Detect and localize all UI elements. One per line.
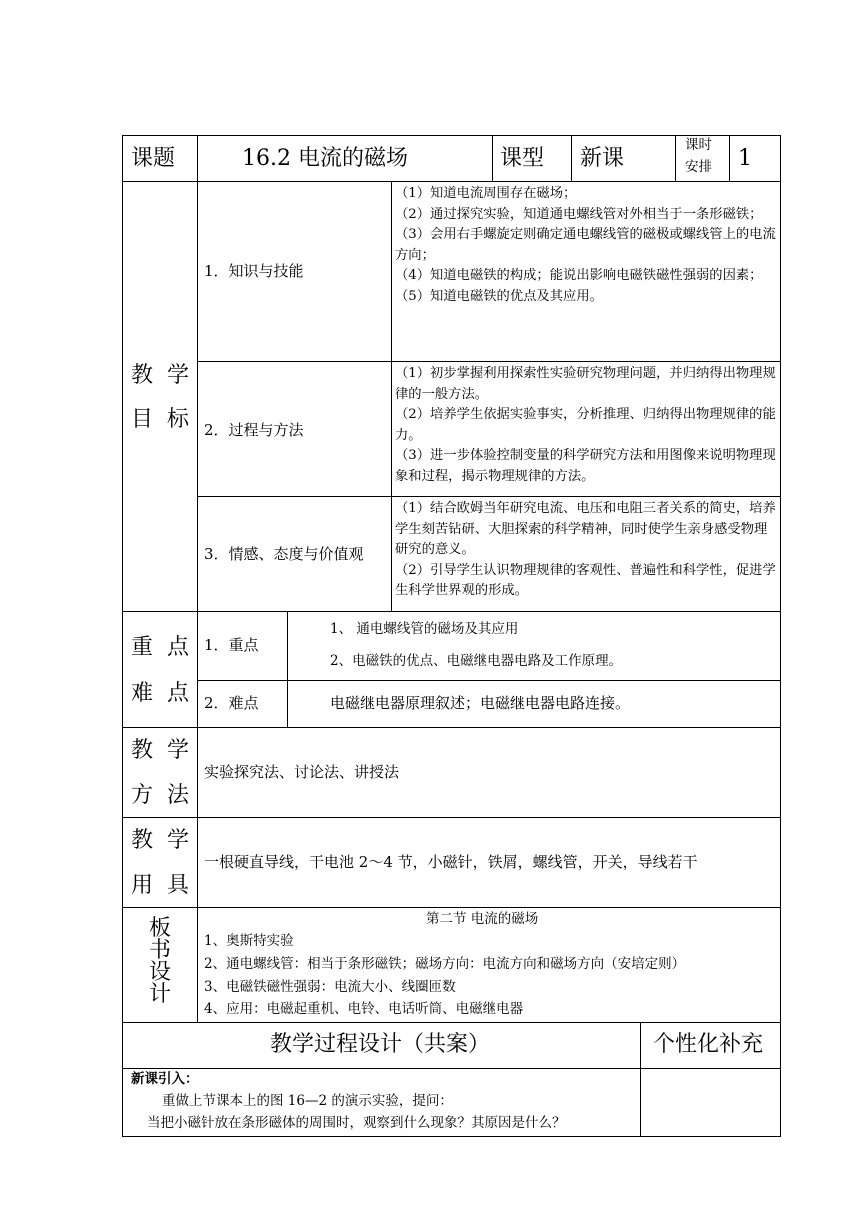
key-points-label: 难 点 [131, 681, 189, 706]
intro-label: 新课引入： [131, 1071, 199, 1087]
tools-label: 用 具 [131, 873, 189, 898]
course-title-label: 课题 [131, 146, 176, 171]
row-divider [122, 1022, 781, 1023]
column-divider [729, 135, 730, 181]
row-divider [122, 611, 781, 612]
knowledge-items [395, 184, 777, 307]
methods-label: 教 学 [131, 738, 189, 763]
tools-label: 教 学 [131, 828, 189, 853]
row-divider [197, 680, 781, 681]
tools-text: 一根硬直导线，干电池 2～4 节，小磁针，铁屑，螺线管，开关，导线若干 [204, 853, 698, 871]
board-label: 板书设计 [148, 916, 171, 1007]
process-items [395, 364, 777, 487]
column-divider [640, 1022, 641, 1137]
methods-text: 实验探究法、讨论法、讲授法 [204, 763, 400, 781]
emotion-items [395, 499, 777, 602]
row-divider [122, 727, 781, 728]
board-line: 4、应用：电磁起重机、电铃、电话听筒、电磁继电器 [204, 1001, 524, 1017]
methods-label: 方 法 [131, 783, 189, 808]
list-item: （1）结合欧姆当年研究电流、电压和电阻三者关系的简史，培养学生刻苦钻研、大胆探索的科学精神，同时使学生亲身感受物理研究的意义。 [395, 501, 776, 557]
column-divider [571, 135, 572, 181]
column-divider [197, 135, 198, 1022]
row-divider [197, 496, 781, 497]
list-item: （4）知道电磁铁的构成；能说出影响电磁铁磁性强弱的因素； [395, 268, 763, 283]
lesson-type-value: 新课 [580, 146, 625, 171]
course-title-value: 16.2 电流的磁场 [242, 146, 408, 171]
board-line: 1、奥斯特实验 [204, 933, 294, 949]
list-item: （2）引导学生认识物理规律的客观性、普遍性和科学性，促进学生科学世界观的形成。 [395, 562, 776, 598]
key-points-label: 重 点 [131, 635, 189, 660]
row-divider [122, 1068, 781, 1069]
schedule-value: 1 [738, 146, 752, 171]
list-item: （2）通过探究实验，知道通电螺线管对外相当于一条形磁铁； [395, 206, 763, 222]
column-divider [391, 181, 392, 611]
board-line: 3、电磁铁磁性强弱：电流大小、线圈匝数 [204, 979, 456, 995]
column-divider [675, 135, 676, 181]
list-item: （5）知道电磁铁的优点及其应用。 [395, 288, 603, 304]
row-divider [122, 907, 781, 908]
key-label: 1．重点 [204, 636, 259, 654]
board-line: 2、通电螺线管：相当于条形磁铁；磁场方向：电流方向和磁场方向（安培定则） [204, 956, 686, 972]
objectives-label: 目 标 [131, 407, 189, 432]
key-item: 1、 通电螺线管的磁场及其应用 [330, 621, 519, 637]
board-title: 第二节 电流的磁场 [426, 911, 539, 927]
column-divider [492, 135, 493, 181]
difficult-label: 2．难点 [204, 694, 259, 712]
objectives-label: 教 学 [131, 363, 189, 388]
list-item: （1）初步掌握利用探索性实验研究物理问题，并归纳得出物理规律的一般方法。 [395, 366, 776, 402]
process-design-header: 教学过程设计（共案） [270, 1032, 491, 1057]
list-item: （1）知道电流周围存在磁场； [395, 186, 577, 201]
row-divider [122, 817, 781, 818]
lesson-type-label: 课型 [500, 146, 545, 171]
intro-line: 当把小磁针放在条形磁体的周围时，观察到什么现象？其原因是什么？ [147, 1115, 566, 1131]
row-divider [122, 181, 781, 182]
column-divider [287, 611, 288, 727]
emotion-label: 3．情感、态度与价值观 [204, 545, 364, 563]
schedule-label: 安排 [685, 159, 712, 175]
process-label: 2．过程与方法 [204, 421, 304, 439]
key-item: 2、电磁铁的优点、电磁继电器电路及工作原理。 [330, 653, 623, 669]
list-item: （3）会用右手螺旋定则确定通电螺线管的磁极或螺线管上的电流方向； [395, 227, 776, 263]
schedule-label: 课时 [685, 137, 712, 153]
intro-line: 重做上节课本上的图 16—2 的演示实验，提问： [162, 1093, 453, 1109]
list-item: （2）培养学生依据实验事实，分析推理、归纳得出物理规律的能力。 [395, 407, 776, 443]
list-item: （3）进一步体验控制变量的科学研究方法和用图像来说明物理现象和过程，揭示物理规律的方法。 [395, 448, 776, 484]
row-divider [197, 361, 781, 362]
knowledge-label: 1．知识与技能 [204, 262, 304, 280]
difficult-text: 电磁继电器原理叙述；电磁继电器电路连接。 [330, 694, 631, 712]
supplement-header: 个性化补充 [653, 1032, 764, 1057]
